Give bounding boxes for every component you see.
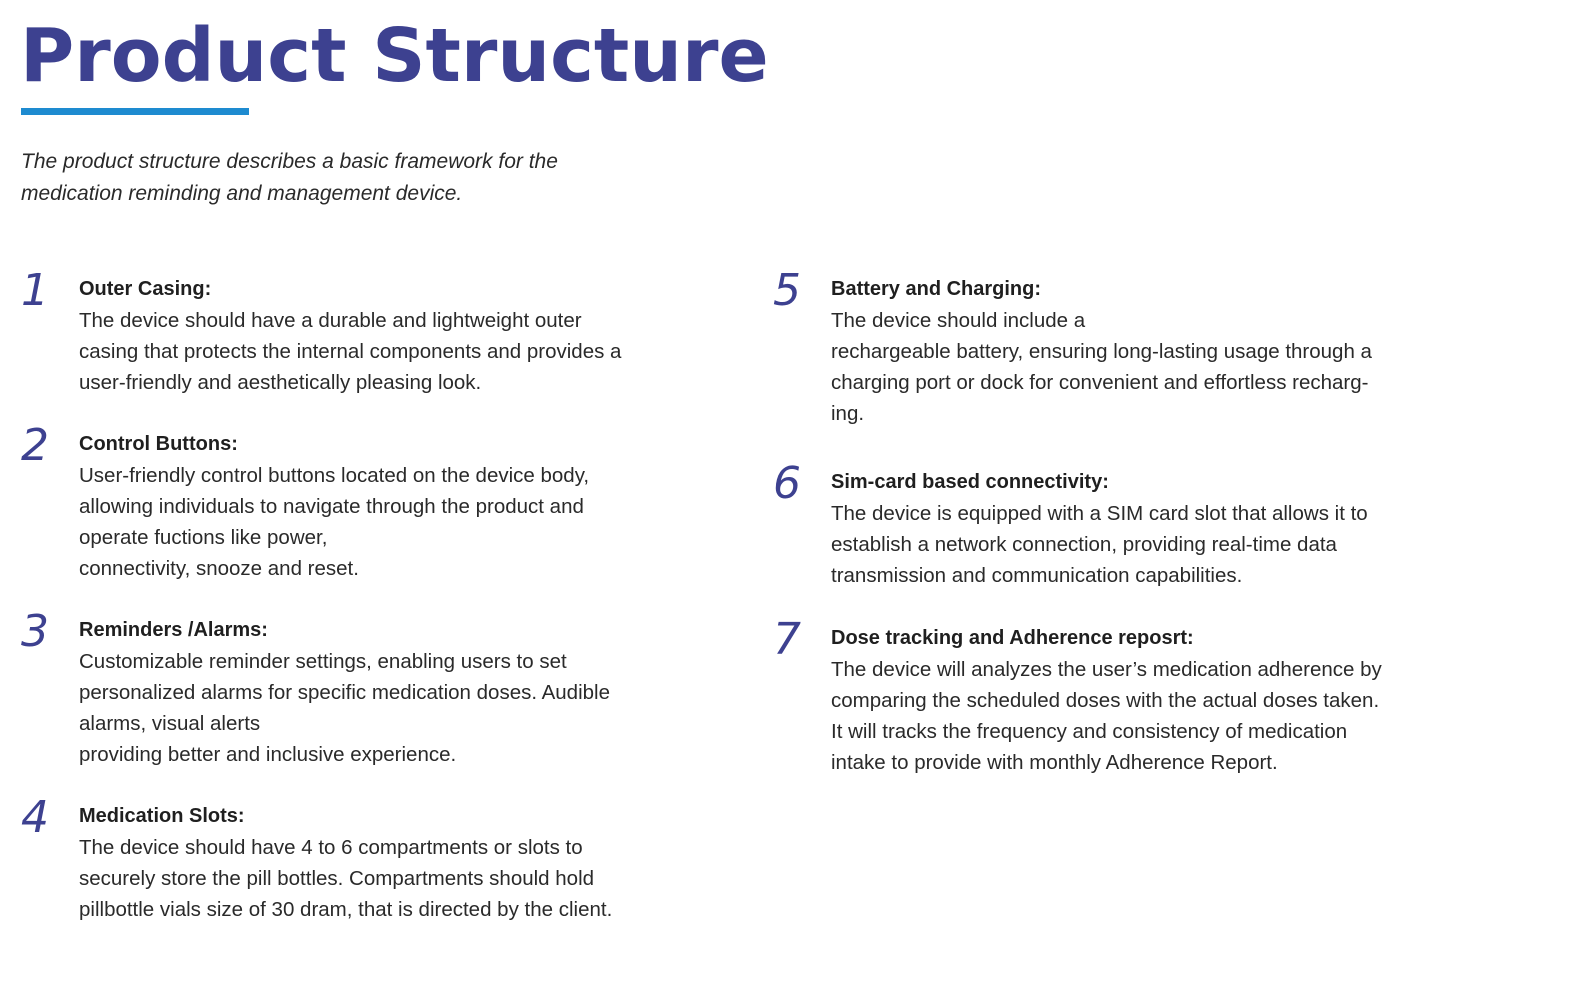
item-description-line: It will tracks the frequency and consistency of medication — [831, 720, 1348, 743]
item-number: 5 — [773, 265, 801, 316]
item-description-line: operate fuctions like power, — [79, 526, 328, 549]
item-description-line: allowing individuals to navigate through the product and — [79, 495, 584, 518]
item-description — [831, 305, 1372, 429]
item-number: 7 — [773, 614, 801, 665]
title-underline — [21, 108, 249, 115]
item-description-line: ing. — [831, 402, 865, 425]
item-description — [79, 646, 610, 770]
item-description-line: establish a network connection, providing real-time data — [831, 533, 1337, 556]
intro-line: The product structure describes a basic framework for the — [21, 150, 558, 173]
item-description-line: charging port or dock for convenient and effortless recharg- — [831, 371, 1369, 394]
intro-line: medication reminding and management device. — [21, 181, 463, 205]
item-description-line: pillbottle vials size of 30 dram, that is directed by the client. — [79, 898, 613, 921]
item-description — [79, 832, 612, 925]
item-description-line: The device should have a durable and lightweight outer — [79, 309, 582, 332]
item-number: 3 — [21, 606, 49, 657]
item-number: 6 — [773, 458, 801, 509]
item-description — [79, 460, 589, 584]
item-description-line: Customizable reminder settings, enabling users to set — [79, 650, 567, 673]
item-description-line: The device will analyzes the user’s medication adherence by — [831, 658, 1382, 681]
item-heading: Medication Slots: — [79, 805, 245, 827]
item-heading: Dose tracking and Adherence reposrt: — [831, 627, 1194, 649]
item-description-line: user-friendly and aesthetically pleasing look. — [79, 371, 482, 394]
page-title: Product Structure — [20, 13, 769, 99]
item-description — [79, 305, 621, 398]
item-description-line: The device is equipped with a SIM card slot that allows it to — [831, 502, 1368, 525]
item-description — [831, 654, 1382, 778]
item-heading: Battery and Charging: — [831, 278, 1042, 300]
intro-text — [21, 146, 681, 209]
item-description-line: transmission and communication capabilities. — [831, 564, 1243, 587]
item-description-line: alarms, visual alerts — [79, 712, 261, 735]
item-description-line: providing better and inclusive experience. — [79, 743, 457, 766]
item-description-line: connectivity, snooze and reset. — [79, 557, 359, 580]
item-description-line: personalized alarms for specific medication doses. Audible — [79, 681, 610, 704]
item-description — [831, 498, 1368, 591]
item-description-line: User-friendly control buttons located on the device body, — [79, 464, 590, 487]
item-description-line: The device should have 4 to 6 compartments or slots to — [79, 836, 583, 859]
item-description-line: casing that protects the internal components and provides a — [79, 340, 622, 363]
item-heading: Sim-card based connectivity: — [831, 471, 1109, 493]
item-heading: Outer Casing: — [79, 278, 212, 300]
item-description-line: securely store the pill bottles. Compartments should hold — [79, 867, 595, 890]
item-description-line: rechargeable battery, ensuring long-lasting usage through a — [831, 340, 1372, 363]
item-description-line: comparing the scheduled doses with the actual doses taken. — [831, 689, 1380, 712]
item-number: 4 — [21, 792, 49, 843]
item-number: 1 — [21, 265, 49, 316]
item-number: 2 — [21, 420, 49, 471]
item-description-line: The device should include a — [831, 309, 1086, 332]
item-description-line: intake to provide with monthly Adherence Report. — [831, 751, 1278, 774]
item-heading: Control Buttons: — [79, 433, 238, 455]
item-heading: Reminders /Alarms: — [79, 619, 268, 641]
